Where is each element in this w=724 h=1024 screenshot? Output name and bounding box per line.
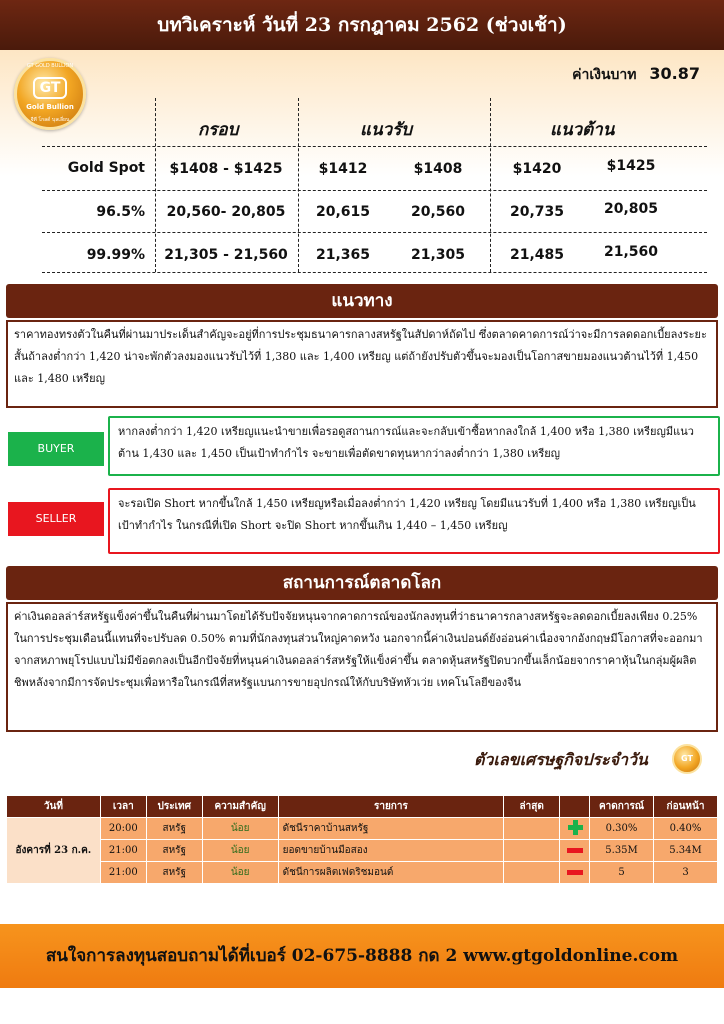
country-cell: สหรัฐ — [146, 862, 202, 884]
guidance-text: ราคาทองทรงตัวในคืนที่ผ่านมาประเด็นสำคัญจะอยู่ที่การประชุมธนาคารกลางสหรัฐในสัปดาห์ถัดไป ซึ่งตลาดคาดการณ์ว่าจะมีการลดดอกเบี้ยลงระยะสั้นถ้าลงต่ำกว่า 1,420 น่าจะพักตัวลงมองแนวรับไว้ที่ 1,380 และ 1,400 เหรียญ แต่ถ้ายังปรับตัวขึ้นจะมองเป็นโอกาสขายมองแนวต้านไว้ที่ 1,450 และ 1,480 เหรียญ — [6, 320, 718, 408]
col-header: วันที่ — [7, 796, 101, 818]
importance-cell: น้อย — [202, 862, 278, 884]
price-cell: 21,305 — [410, 247, 466, 263]
country-cell: สหรัฐ — [146, 818, 202, 840]
col-header: ล่าสุด — [504, 796, 560, 818]
col-header-resistance: แนวต้าน — [550, 120, 615, 140]
price-cell: 20,615 — [315, 204, 371, 220]
world-market-text: ค่าเงินดอลล่าร์สหรัฐแข็งค่าขึ้นในคืนที่ผ่านมาโดยได้รับปัจจัยหนุนจากคาดการณ์ของนักลงทุนที่ว่าธนาคารกลางสหรัฐจะลดดอกเบี้ยลงเพียง 0.25% ในการประชุมเดือนนี้แทนที่จะปรับลด 0.50% ตามที่นักลงทุนส่วนใหญ่คาดหวัง นอกจากนี้ค่าเงินปอนด์ยังอ่อนค่าเนื่องจากอังกฤษมีโอกาสที่จะออกมาจากสหภาพยุโรปแบบไม่มีข้อตกลงเป็นอีกปัจจัยที่หนุนค่าเงินดอลล่าร์สหรัฐให้แข็งค่าขึ้น ตลาดหุ้นสหรัฐปิดบวกขึ้นเล็กน้อยจากราคาหุ้นในกลุ่มผู้ผลิตชิพหลังจากมีการจัดประชุมเพื่อหารือในกรณีที่สหรัฐแบนการขายอุปกรณ์ให้กับบริษัทหัวเว่ย เทคโนโลยีของจีน — [6, 602, 718, 732]
baht-rate-value: 30.87 — [649, 64, 700, 83]
grid-line — [42, 146, 707, 147]
forecast-cell: 5.35M — [590, 840, 654, 862]
gt-logo — [14, 58, 86, 130]
forecast-cell: 0.30% — [590, 818, 654, 840]
economic-calendar-title: ตัวเลขเศรษฐกิจประจำวัน — [474, 750, 648, 769]
col-header — [560, 796, 590, 818]
signal-cell — [560, 818, 590, 840]
previous-cell: 5.34M — [654, 840, 718, 862]
col-header: เวลา — [100, 796, 146, 818]
country-cell: สหรัฐ — [146, 840, 202, 862]
time-cell: 21:00 — [100, 862, 146, 884]
logo-gt-mark: GT — [33, 77, 67, 99]
col-header: รายการ — [278, 796, 504, 818]
previous-cell: 3 — [654, 862, 718, 884]
logo-ring-top-text: GT GOLD BULLION — [26, 63, 74, 69]
economic-calendar-table — [6, 795, 718, 884]
day-cell: อังคารที่ 23 ก.ค. — [7, 818, 101, 884]
price-cell: $1408 — [413, 161, 463, 177]
price-cell: $1425 — [606, 158, 656, 174]
importance-cell: น้อย — [202, 840, 278, 862]
signal-cell — [560, 840, 590, 862]
price-cell: 21,305 - 21,560 — [164, 247, 288, 263]
buyer-tag: BUYER — [8, 432, 104, 466]
previous-cell: 0.40% — [654, 818, 718, 840]
price-cell: 21,365 — [315, 247, 371, 263]
gt-coin-icon: GT — [672, 744, 702, 774]
price-cell: 21,560 — [603, 244, 659, 260]
forecast-cell: 5 — [590, 862, 654, 884]
plus-icon — [568, 820, 582, 834]
importance-cell: น้อย — [202, 818, 278, 840]
guidance-title: แนวทาง — [6, 284, 718, 318]
col-header-support: แนวรับ — [360, 120, 413, 140]
baht-rate — [572, 64, 700, 86]
table-row — [7, 840, 718, 862]
latest-cell — [504, 862, 560, 884]
latest-cell — [504, 818, 560, 840]
price-cell: 21,485 — [509, 247, 565, 263]
price-cell: 20,560 — [410, 204, 466, 220]
grid-line — [298, 98, 299, 272]
row-label-965: 96.5% — [96, 204, 145, 220]
time-cell: 21:00 — [100, 840, 146, 862]
price-cell: $1408 - $1425 — [169, 161, 283, 177]
col-header: ประเทศ — [146, 796, 202, 818]
grid-line — [42, 190, 707, 191]
minus-icon — [567, 870, 583, 875]
price-cell: $1420 — [512, 161, 562, 177]
price-cell: $1412 — [318, 161, 368, 177]
grid-line — [42, 272, 707, 273]
col-header: คาดการณ์ — [590, 796, 654, 818]
grid-line — [155, 98, 156, 272]
row-label-gold-spot: Gold Spot — [67, 160, 145, 176]
item-cell: ยอดขายบ้านมือสอง — [278, 840, 504, 862]
price-cell: 20,805 — [603, 201, 659, 217]
contact-footer: สนใจการลงทุนสอบถามได้ที่เบอร์ 02-675-8888 กด 2 www.gtgoldonline.com — [0, 924, 724, 988]
grid-line — [490, 98, 491, 272]
table-row — [7, 818, 718, 840]
seller-tag: SELLER — [8, 502, 104, 536]
seller-advice: จะรอเปิด Short หากขึ้นใกล้ 1,450 เหรียญหรือเมื่อลงต่ำกว่า 1,420 เหรียญ โดยมีแนวรับที่ 1,400 หรือ 1,380 เหรียญเป็นเป้าทำกำไร ในกรณีที่เปิด Short จะปิด Short หากขึ้นเกิน 1,440 – 1,450 เหรียญ — [108, 488, 720, 554]
col-header: ก่อนหน้า — [654, 796, 718, 818]
logo-ring-bottom-text: จีที โกลด์ บุลเลี่ยน — [30, 117, 70, 123]
buyer-advice: หากลงต่ำกว่า 1,420 เหรียญแนะนำขายเพื่อรอดูสถานการณ์และจะกลับเข้าซื้อหากลงใกล้ 1,400 หรือ 1,380 เหรียญมีแนวต้าน 1,430 และ 1,450 เป็นเป้าทำกำไร จะขายเพื่อตัดขาดทุนหากว่าลงต่ำกว่า 1,380 เหรียญ — [108, 416, 720, 476]
page-title: บทวิเคราะห์ วันที่ 23 กรกฎาคม 2562 (ช่วงเช้า) — [0, 0, 724, 50]
item-cell: ดัชนีการผลิตเฟดริชมอนด์ — [278, 862, 504, 884]
item-cell: ดัชนีราคาบ้านสหรัฐ — [278, 818, 504, 840]
baht-rate-label: ค่าเงินบาท — [572, 67, 637, 83]
table-row — [7, 862, 718, 884]
col-header-range: กรอบ — [198, 120, 239, 140]
time-cell: 20:00 — [100, 818, 146, 840]
grid-line — [42, 232, 707, 233]
price-cell: 20,560- 20,805 — [166, 204, 286, 220]
signal-cell — [560, 862, 590, 884]
row-label-9999: 99.99% — [86, 247, 145, 263]
price-cell: 20,735 — [509, 204, 565, 220]
col-header: ความสำคัญ — [202, 796, 278, 818]
logo-name: Gold Bullion — [26, 103, 74, 111]
latest-cell — [504, 840, 560, 862]
world-market-title: สถานการณ์ตลาดโลก — [6, 566, 718, 600]
minus-icon — [567, 848, 583, 853]
